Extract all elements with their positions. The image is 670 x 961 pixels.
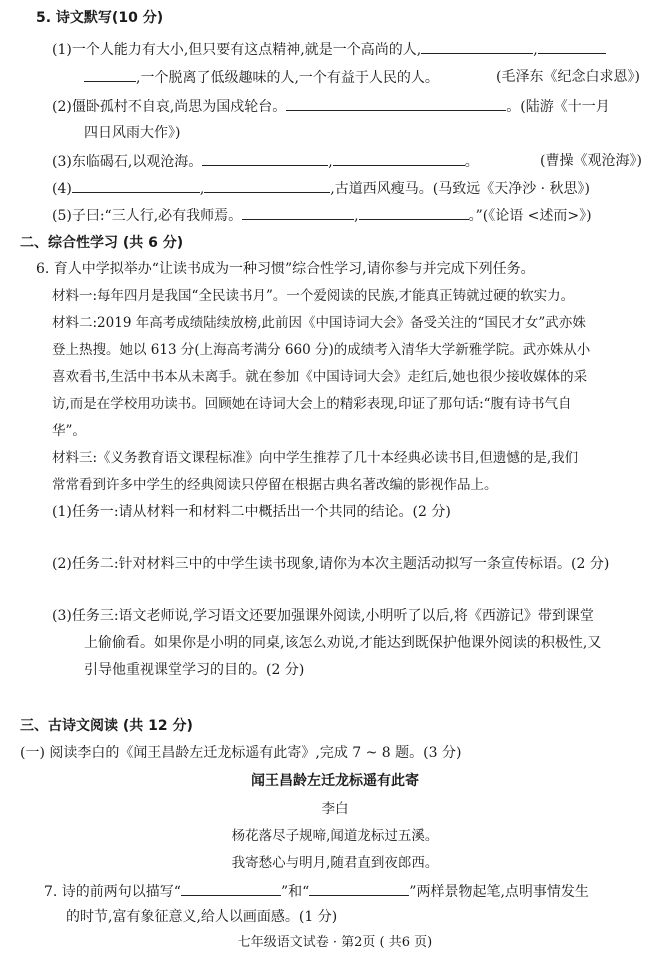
q5-title: 5. 诗文默写(10 分): [36, 10, 164, 26]
task-2: (2)任务二:针对材料三中的中学生读书现象,请你为本次主题活动拟写一条宣传标语。(2 分): [52, 556, 610, 572]
poem-line-2: 我寄愁心与明月,随君直到夜郎西。: [231, 855, 439, 871]
answer-blank[interactable]: [202, 151, 328, 166]
material-2-line2: 登上热搜。她以 613 分(上海高考满分 660 分)的成绩考入清华大学新雅学院。武亦姝从小: [52, 342, 591, 358]
poem-line-1: 杨花落尽子规啼,闻道龙标过五溪。: [231, 828, 439, 844]
q5-item3: (3)东临碣石,以观沧海。 , 。: [52, 151, 479, 172]
material-3-line2: 常常看到许多中学生的经典阅读只停留在根据古典名著改编的影视作品上。: [52, 477, 498, 493]
sub-section-1: (一) 阅读李白的《闻王昌龄左迁龙标遥有此寄》,完成 7 ~ 8 题。(3 分): [20, 745, 462, 761]
section3-heading: 三、古诗文阅读 (共 12 分): [20, 718, 193, 734]
q5-item5: (5)子曰:“三人行,必有我师焉。 , 。”(《论语 <述而>》): [52, 205, 592, 226]
answer-blank[interactable]: [84, 67, 136, 82]
answer-blank[interactable]: [333, 151, 465, 166]
material-2-line5: 华”。: [52, 423, 86, 439]
section2-heading: 二、综合性学习 (共 6 分): [20, 235, 184, 251]
material-2-line3: 喜欢看书,生活中书本从未离手。就在参加《中国诗词大会》走红后,她也很少接收媒体的采: [52, 369, 588, 385]
material-2-line4: 访,而是在学校用功读书。回顾她在诗词大会上的精彩表现,印证了那句话:“腹有诗书气自: [52, 396, 572, 412]
q5-item1-source: (毛泽东《纪念白求恩》): [496, 69, 640, 85]
answer-blank[interactable]: [72, 178, 200, 193]
task-1: (1)任务一:请从材料一和材料二中概括出一个共同的结论。(2 分): [52, 504, 451, 520]
task-3-line1: (3)任务三:语文老师说,学习语文还要加强课外阅读,小明听了以后,将《西游记》带到课堂: [52, 608, 594, 624]
answer-blank[interactable]: [309, 881, 409, 896]
q5-item4: (4) , ,古道西风瘦马。(马致远《天净沙 · 秋思》): [52, 178, 590, 199]
answer-blank[interactable]: [242, 205, 354, 220]
answer-blank[interactable]: [286, 96, 506, 111]
material-1: 材料一:每年四月是我国“全民读书月”。一个爱阅读的民族,才能真正铸就过硬的软实力。: [52, 288, 575, 304]
poem-title: 闻王昌龄左迁龙标遥有此寄: [251, 773, 419, 789]
poem-author: 李白: [321, 801, 349, 817]
q5-item1-line1: (1)一个人能力有大小,但只要有这点精神,就是一个高尚的人, ,: [52, 39, 606, 60]
page-footer: 七年级语文试卷 · 第2页 ( 共6 页): [237, 935, 433, 950]
task-3-line2: 上偷偷看。如果你是小明的同桌,该怎么劝说,才能达到既保护他课外阅读的积极性,又: [84, 635, 602, 651]
answer-blank[interactable]: [181, 881, 281, 896]
q7-line1: 7. 诗的前两句以描写“ ”和“ ”两样景物起笔,点明事情发生: [44, 881, 589, 902]
q5-item1-line2: ,一个脱离了低级趣味的人,一个有益于人民的人。: [84, 67, 439, 88]
task-3-line3: 引导他重视课堂学习的目的。(2 分): [84, 662, 305, 678]
answer-blank[interactable]: [359, 205, 469, 220]
q7-line2: 的时节,富有象征意义,给人以画面感。(1 分): [66, 909, 338, 925]
q5-item2-line1: (2)僵卧孤村不自哀,尚思为国戍轮台。 。(陆游《十一月: [52, 96, 610, 117]
q5-item2-line2: 四日风雨大作》): [84, 125, 181, 141]
answer-blank[interactable]: [204, 178, 330, 193]
q5-item3-source: (曹操《观沧海》): [540, 153, 642, 169]
answer-blank[interactable]: [538, 39, 606, 54]
answer-blank[interactable]: [421, 39, 533, 54]
q6-prompt: 6. 育人中学拟举办“让读书成为一种习惯”综合性学习,请你参与并完成下列任务。: [36, 261, 535, 277]
material-3-line1: 材料三:《义务教育语文课程标准》向中学生推荐了几十本经典必读书目,但遗憾的是,我们: [52, 450, 579, 466]
material-2-line1: 材料二:2019 年高考成绩陆续放榜,此前因《中国诗词大会》备受关注的“国民才女”武亦姝: [52, 315, 586, 331]
